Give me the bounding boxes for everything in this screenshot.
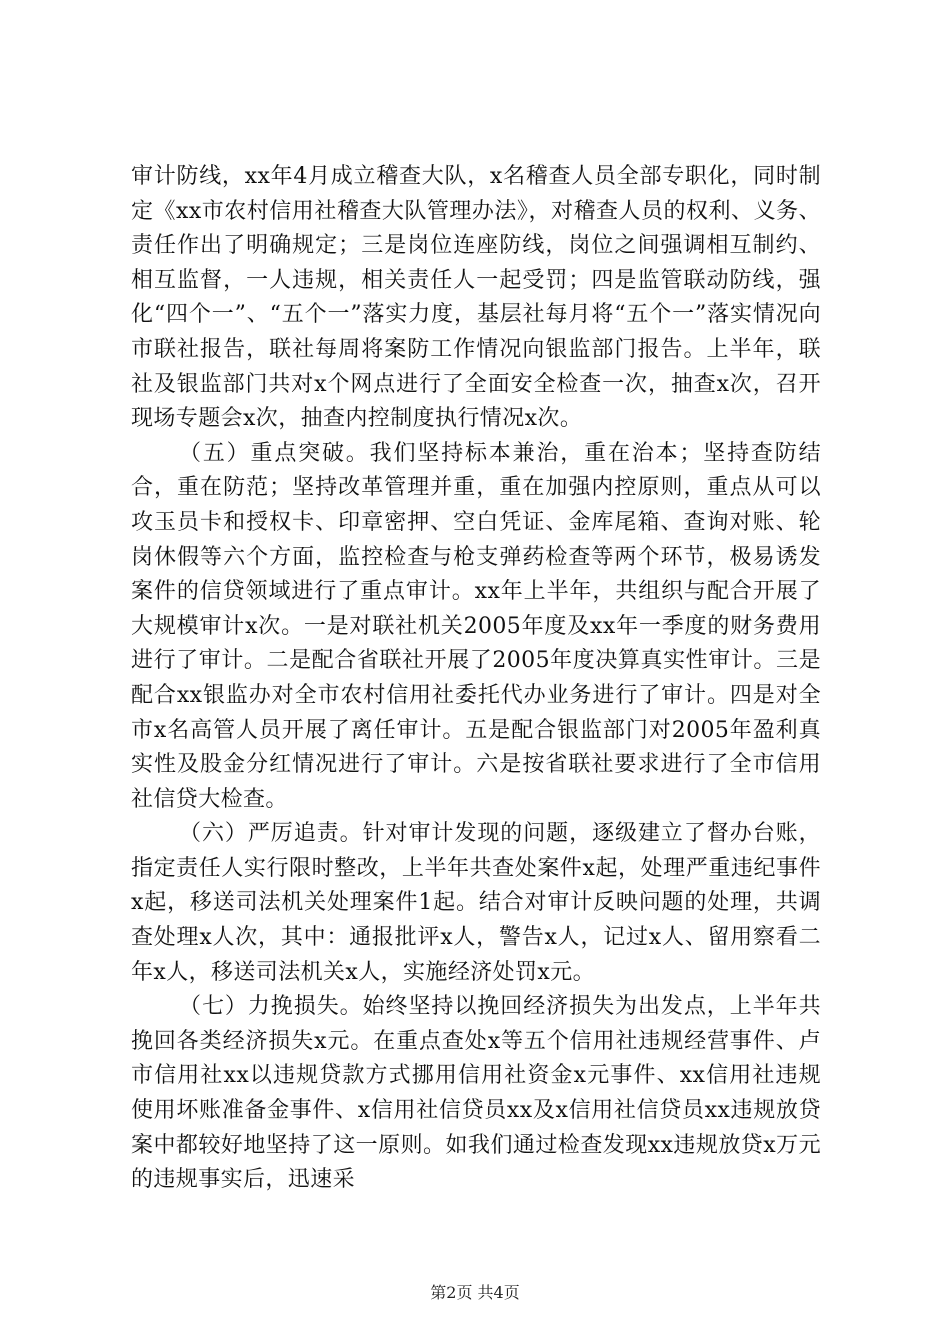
paragraph-section-6: （六）严厉追责。针对审计发现的问题，逐级建立了督办台账，指定责任人实行限时整改，上半年共查处案件x起，处理严重违纪事件x起，移送司法机关处理案件1起。结合对审计反映问题的处理，共调查处理x人次，其中：通报批评x人，警告x人，记过x人、留用察看二年x人，移送司法机关x人，实施经济处罚x元。 <box>131 821 821 985</box>
page-number-footer: 第2页 共4页 <box>430 1283 520 1302</box>
document-body <box>131 160 821 1198</box>
paragraph-continuation: 审计防线，xx年4月成立稽查大队，x名稽查人员全部专职化，同时制定《xx市农村信用社稽查大队管理办法》，对稽查人员的权利、义务、责任作出了明确规定；三是岗位连座防线，岗位之间强调相互制约、相互监督，一人违规，相关责任人一起受罚；四是监管联动防线，强化“四个一”、“五个一”落实力度，基层社每月将“五个一”落实情况向市联社报告，联社每周将案防工作情况向银监部门报告。上半年，联社及银监部门共对x个网点进行了全面安全检查一次，抽查x次，召开现场专题会x次，抽查内控制度执行情况x次。 <box>131 164 821 432</box>
paragraph-section-5: （五）重点突破。我们坚持标本兼治，重在治本；坚持查防结合，重在防范；坚持改革管理并重，重在加强内控原则，重点从可以攻玉员卡和授权卡、印章密押、空白凭证、金库尾箱、查询对账、轮岗休假等六个方面，监控检查与枪支弹药检查等两个环节，极易诱发案件的信贷领域进行了重点审计。xx年上半年，共组织与配合开展了大规模审计x次。一是对联社机关2005年度及xx年一季度的财务费用进行了审计。二是配合省联社开展了2005年度决算真实性审计。三是配合xx银监办对全市农村信用社委托代办业务进行了审计。四是对全市x名高管人员开展了离任审计。五是配合银监部门对2005年盈利真实性及股金分红情况进行了审计。六是按省联社要求进行了全市信用社信贷大检查。 <box>131 440 821 812</box>
paragraph-section-7: （七）力挽损失。始终坚持以挽回经济损失为出发点，上半年共挽回各类经济损失x元。在重点查处x等五个信用社违规经营事件、卢市信用社xx以违规贷款方式挪用信用社资金x元事件、xx信用社违规使用坏账准备金事件、x信用社信贷员xx及x信用社信贷员xx违规放贷案中都较好地坚持了这一原则。如我们通过检查发现xx违规放贷x万元的违规事实后，迅速采 <box>131 994 821 1193</box>
